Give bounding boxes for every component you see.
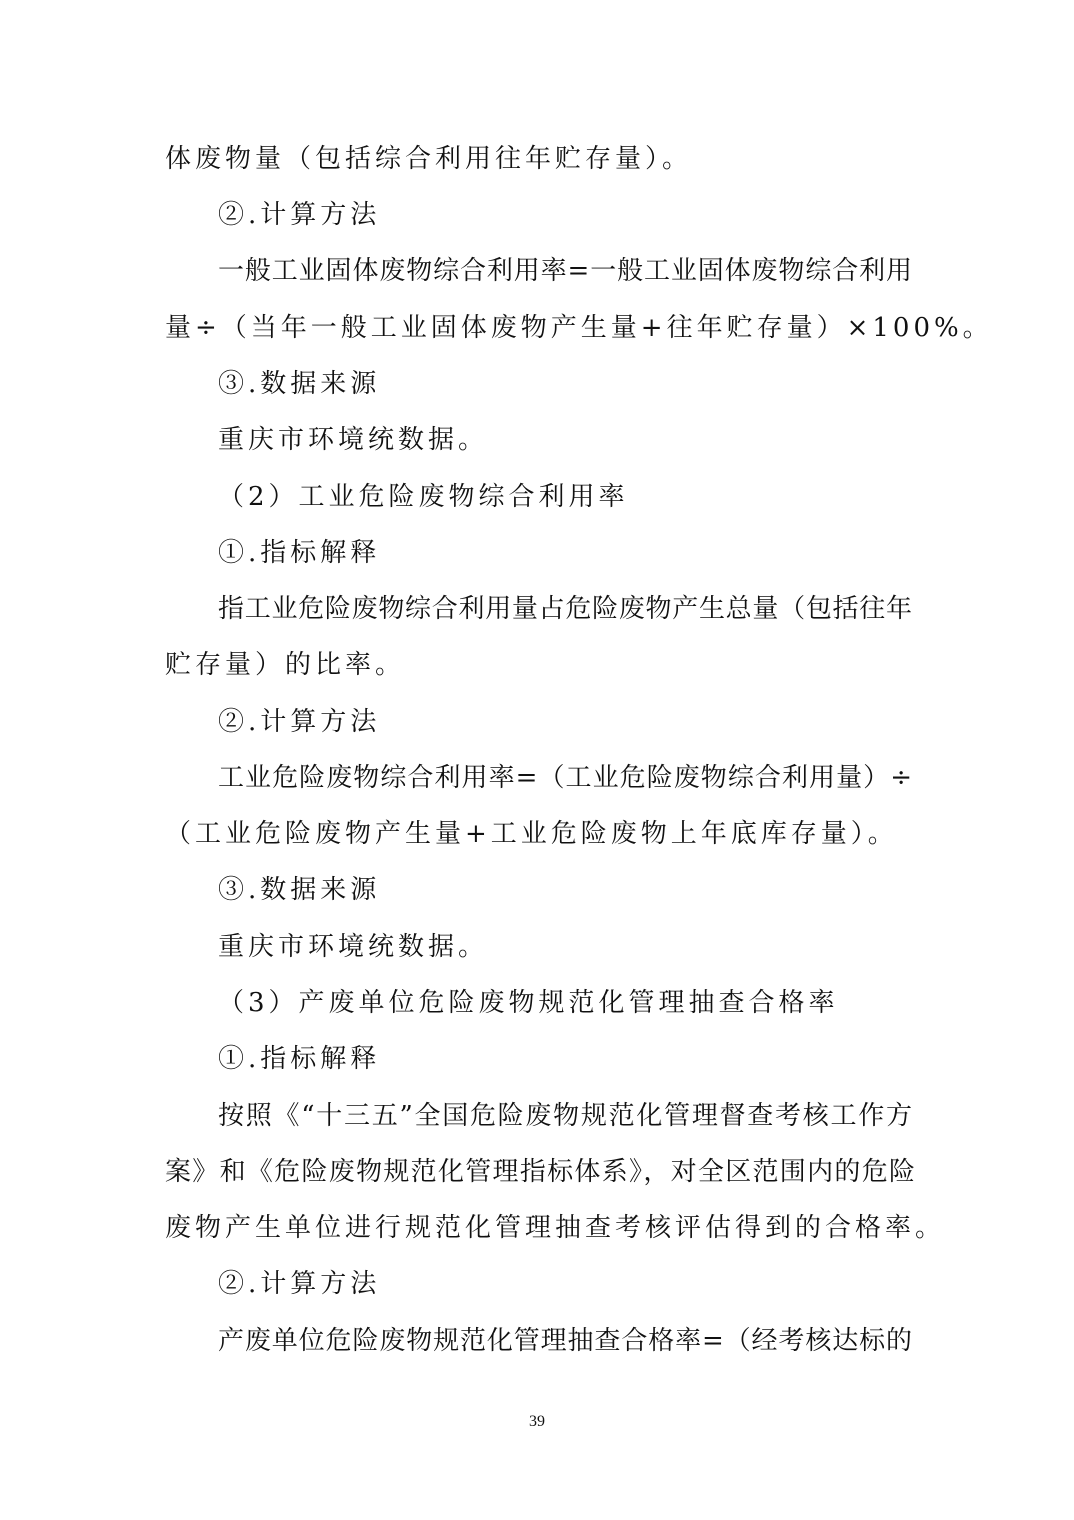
text-line-22: 产废单位危险废物规范化管理抽查合格率=（经考核达标的 [218,1326,912,1356]
text-line-6: 重庆市环境统数据。 [218,425,489,455]
text-line-1: 体废物量（包括综合利用往年贮存量）。 [165,144,693,174]
subheading-indicator-explanation: ①.指标解释 [218,538,381,568]
text-line-13: （工业危险废物产生量+工业危险废物上年底库存量）。 [165,819,898,849]
text-line-4: 量÷（当年一般工业固体废物产生量+往年贮存量）×100%。 [165,313,993,343]
text-line-9: 指工业危险废物综合利用量占危险废物产生总量（包括往年 [218,594,912,624]
page-number: 39 [529,1413,545,1430]
text-line-12: 工业危险废物综合利用率=（工业危险废物综合利用量）÷ [218,763,912,793]
subheading-data-source: ③.数据来源 [218,875,381,905]
text-line-20: 废物产生单位进行规范化管理抽查考核评估得到的合格率。 [165,1213,946,1243]
subheading-indicator-explanation: ①.指标解释 [218,1044,381,1074]
section-heading-3: （3）产废单位危险废物规范化管理抽查合格率 [218,988,839,1018]
text-line-18: 按照《“十三五”全国危险废物规范化管理督查考核工作方 [218,1101,912,1131]
subheading-calculation-method: ②.计算方法 [218,200,381,230]
subheading-calculation-method: ②.计算方法 [218,707,381,737]
text-line-15: 重庆市环境统数据。 [218,932,489,962]
subheading-data-source: ③.数据来源 [218,369,381,399]
text-line-19: 案》和《危险废物规范化管理指标体系》，对全区范围内的危险 [165,1157,915,1187]
section-heading-2: （2）工业危险废物综合利用率 [218,482,629,512]
text-line-10: 贮存量）的比率。 [165,650,406,680]
text-line-3: 一般工业固体废物综合利用率=一般工业固体废物综合利用 [218,256,912,286]
subheading-calculation-method: ②.计算方法 [218,1269,381,1299]
